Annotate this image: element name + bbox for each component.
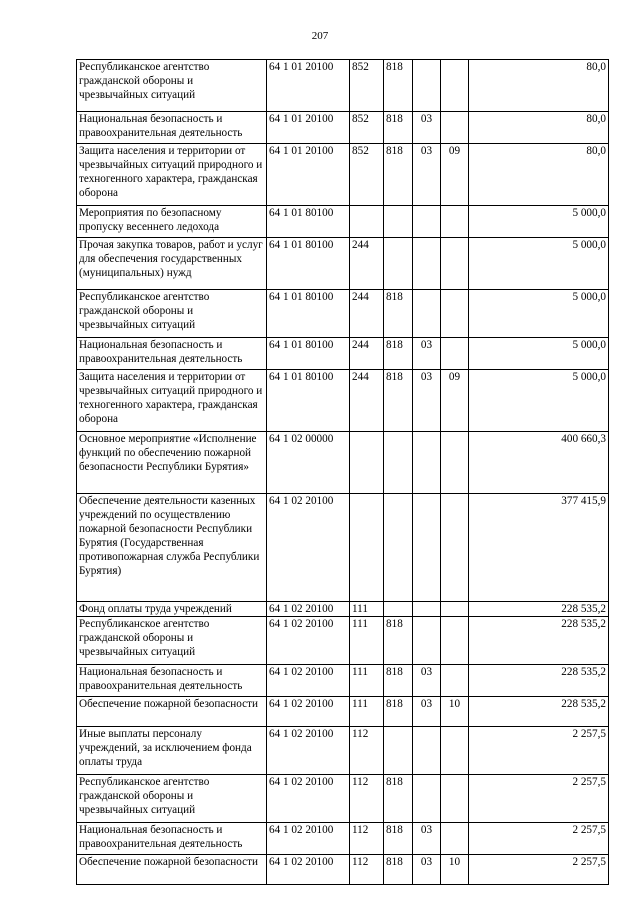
row-expense-type: 244 bbox=[350, 338, 384, 370]
row-target-article: 64 1 02 20100 bbox=[267, 602, 350, 617]
row-subsection bbox=[441, 617, 469, 665]
row-name: Республиканское агентство гражданской обороны и чрезвычайных ситуаций bbox=[77, 775, 267, 823]
row-amount: 2 257,5 bbox=[469, 855, 609, 885]
row-target-article: 64 1 01 20100 bbox=[267, 112, 350, 144]
row-amount: 5 000,0 bbox=[469, 290, 609, 338]
row-name: Мероприятия по безопасному пропуску весеннего ледохода bbox=[77, 206, 267, 238]
row-expense-type: 112 bbox=[350, 823, 384, 855]
table-row bbox=[77, 238, 609, 290]
row-agency-code: 818 bbox=[384, 855, 413, 885]
row-expense-type: 112 bbox=[350, 775, 384, 823]
row-name: Национальная безопасность и правоохранительная деятельность bbox=[77, 665, 267, 697]
row-section: 03 bbox=[413, 112, 441, 144]
row-amount: 2 257,5 bbox=[469, 727, 609, 775]
row-expense-type: 111 bbox=[350, 665, 384, 697]
row-subsection bbox=[441, 338, 469, 370]
row-name: Национальная безопасность и правоохранительная деятельность bbox=[77, 338, 267, 370]
row-section: 03 bbox=[413, 338, 441, 370]
row-agency-code: 818 bbox=[384, 665, 413, 697]
table-row bbox=[77, 60, 609, 112]
row-amount: 5 000,0 bbox=[469, 206, 609, 238]
row-target-article: 64 1 02 20100 bbox=[267, 494, 350, 602]
row-expense-type bbox=[350, 206, 384, 238]
table-row bbox=[77, 206, 609, 238]
row-amount: 228 535,2 bbox=[469, 665, 609, 697]
row-section bbox=[413, 290, 441, 338]
row-section: 03 bbox=[413, 697, 441, 727]
row-agency-code: 818 bbox=[384, 60, 413, 112]
row-section bbox=[413, 494, 441, 602]
row-amount: 80,0 bbox=[469, 112, 609, 144]
row-name: Прочая закупка товаров, работ и услуг для обеспечения государственных (муниципальных) нужд bbox=[77, 238, 267, 290]
row-amount: 2 257,5 bbox=[469, 775, 609, 823]
table-row bbox=[77, 775, 609, 823]
table-row bbox=[77, 602, 609, 617]
row-expense-type: 852 bbox=[350, 112, 384, 144]
row-expense-type: 244 bbox=[350, 290, 384, 338]
row-amount: 2 257,5 bbox=[469, 823, 609, 855]
row-amount: 377 415,9 bbox=[469, 494, 609, 602]
row-name: Республиканское агентство гражданской обороны и чрезвычайных ситуаций bbox=[77, 60, 267, 112]
row-agency-code: 818 bbox=[384, 775, 413, 823]
row-amount: 228 535,2 bbox=[469, 697, 609, 727]
row-target-article: 64 1 01 80100 bbox=[267, 238, 350, 290]
row-section bbox=[413, 617, 441, 665]
row-section bbox=[413, 206, 441, 238]
row-agency-code: 818 bbox=[384, 112, 413, 144]
row-agency-code: 818 bbox=[384, 144, 413, 206]
row-target-article: 64 1 01 80100 bbox=[267, 338, 350, 370]
row-target-article: 64 1 01 20100 bbox=[267, 60, 350, 112]
budget-table bbox=[76, 59, 609, 885]
row-target-article: 64 1 02 20100 bbox=[267, 617, 350, 665]
row-target-article: 64 1 02 20100 bbox=[267, 727, 350, 775]
row-subsection: 09 bbox=[441, 370, 469, 432]
row-expense-type: 244 bbox=[350, 370, 384, 432]
row-target-article: 64 1 02 20100 bbox=[267, 665, 350, 697]
row-amount: 228 535,2 bbox=[469, 602, 609, 617]
row-expense-type: 244 bbox=[350, 238, 384, 290]
row-subsection bbox=[441, 432, 469, 494]
row-name: Национальная безопасность и правоохранительная деятельность bbox=[77, 112, 267, 144]
row-amount: 400 660,3 bbox=[469, 432, 609, 494]
row-target-article: 64 1 01 80100 bbox=[267, 206, 350, 238]
row-subsection bbox=[441, 238, 469, 290]
row-amount: 228 535,2 bbox=[469, 617, 609, 665]
table-row bbox=[77, 494, 609, 602]
row-section: 03 bbox=[413, 665, 441, 697]
row-subsection bbox=[441, 290, 469, 338]
row-subsection bbox=[441, 112, 469, 144]
row-amount: 80,0 bbox=[469, 60, 609, 112]
row-name: Обеспечение пожарной безопасности bbox=[77, 697, 267, 727]
row-subsection: 10 bbox=[441, 855, 469, 885]
row-target-article: 64 1 02 00000 bbox=[267, 432, 350, 494]
row-section: 03 bbox=[413, 855, 441, 885]
table-row bbox=[77, 617, 609, 665]
row-expense-type: 852 bbox=[350, 144, 384, 206]
table-row bbox=[77, 727, 609, 775]
row-amount: 5 000,0 bbox=[469, 370, 609, 432]
table-row bbox=[77, 823, 609, 855]
row-expense-type: 111 bbox=[350, 697, 384, 727]
row-amount: 80,0 bbox=[469, 144, 609, 206]
row-name: Защита населения и территории от чрезвычайных ситуаций природного и техногенного характера, гражданская оборона bbox=[77, 144, 267, 206]
table-row bbox=[77, 290, 609, 338]
row-agency-code bbox=[384, 206, 413, 238]
row-agency-code bbox=[384, 238, 413, 290]
row-target-article: 64 1 02 20100 bbox=[267, 855, 350, 885]
table-row bbox=[77, 432, 609, 494]
row-name: Республиканское агентство гражданской обороны и чрезвычайных ситуаций bbox=[77, 290, 267, 338]
row-target-article: 64 1 01 80100 bbox=[267, 370, 350, 432]
row-section bbox=[413, 60, 441, 112]
row-agency-code bbox=[384, 494, 413, 602]
row-agency-code bbox=[384, 432, 413, 494]
row-expense-type: 111 bbox=[350, 617, 384, 665]
row-subsection: 09 bbox=[441, 144, 469, 206]
row-section bbox=[413, 432, 441, 494]
row-subsection bbox=[441, 665, 469, 697]
row-name: Обеспечение пожарной безопасности bbox=[77, 855, 267, 885]
budget-table-body bbox=[77, 60, 609, 885]
row-amount: 5 000,0 bbox=[469, 338, 609, 370]
row-expense-type bbox=[350, 432, 384, 494]
row-target-article: 64 1 02 20100 bbox=[267, 823, 350, 855]
row-name: Основное мероприятие «Исполнение функций по обеспечению пожарной безопасности Республики Бурятия» bbox=[77, 432, 267, 494]
row-section bbox=[413, 775, 441, 823]
row-section: 03 bbox=[413, 144, 441, 206]
table-row bbox=[77, 697, 609, 727]
row-expense-type: 111 bbox=[350, 602, 384, 617]
row-section bbox=[413, 602, 441, 617]
row-subsection bbox=[441, 775, 469, 823]
row-agency-code: 818 bbox=[384, 697, 413, 727]
row-subsection bbox=[441, 494, 469, 602]
table-row bbox=[77, 112, 609, 144]
row-name: Иные выплаты персоналу учреждений, за исключением фонда оплаты труда bbox=[77, 727, 267, 775]
table-row bbox=[77, 370, 609, 432]
row-agency-code: 818 bbox=[384, 290, 413, 338]
row-subsection bbox=[441, 60, 469, 112]
row-subsection bbox=[441, 602, 469, 617]
row-subsection bbox=[441, 206, 469, 238]
row-subsection bbox=[441, 823, 469, 855]
row-section: 03 bbox=[413, 823, 441, 855]
row-target-article: 64 1 02 20100 bbox=[267, 697, 350, 727]
row-target-article: 64 1 01 20100 bbox=[267, 144, 350, 206]
row-name: Защита населения и территории от чрезвычайных ситуаций природного и техногенного характера, гражданская оборона bbox=[77, 370, 267, 432]
row-target-article: 64 1 02 20100 bbox=[267, 775, 350, 823]
page-number: 207 bbox=[311, 30, 329, 42]
row-agency-code: 818 bbox=[384, 617, 413, 665]
row-amount: 5 000,0 bbox=[469, 238, 609, 290]
row-target-article: 64 1 01 80100 bbox=[267, 290, 350, 338]
row-subsection bbox=[441, 727, 469, 775]
table-row bbox=[77, 665, 609, 697]
row-section bbox=[413, 238, 441, 290]
row-agency-code: 818 bbox=[384, 823, 413, 855]
row-section bbox=[413, 727, 441, 775]
row-name: Национальная безопасность и правоохранительная деятельность bbox=[77, 823, 267, 855]
row-expense-type: 112 bbox=[350, 727, 384, 775]
row-expense-type: 852 bbox=[350, 60, 384, 112]
table-row bbox=[77, 144, 609, 206]
row-expense-type: 112 bbox=[350, 855, 384, 885]
table-row bbox=[77, 338, 609, 370]
row-expense-type bbox=[350, 494, 384, 602]
row-agency-code bbox=[384, 602, 413, 617]
row-name: Республиканское агентство гражданской обороны и чрезвычайных ситуаций bbox=[77, 617, 267, 665]
row-subsection: 10 bbox=[441, 697, 469, 727]
row-section: 03 bbox=[413, 370, 441, 432]
row-agency-code: 818 bbox=[384, 338, 413, 370]
row-name: Фонд оплаты труда учреждений bbox=[77, 602, 267, 617]
table-row bbox=[77, 855, 609, 885]
row-agency-code: 818 bbox=[384, 370, 413, 432]
row-name: Обеспечение деятельности казенных учреждений по осуществлению пожарной безопасности Республики Бурятия (Государственная противопожарная служба Республики Бурятия) bbox=[77, 494, 267, 602]
row-agency-code bbox=[384, 727, 413, 775]
